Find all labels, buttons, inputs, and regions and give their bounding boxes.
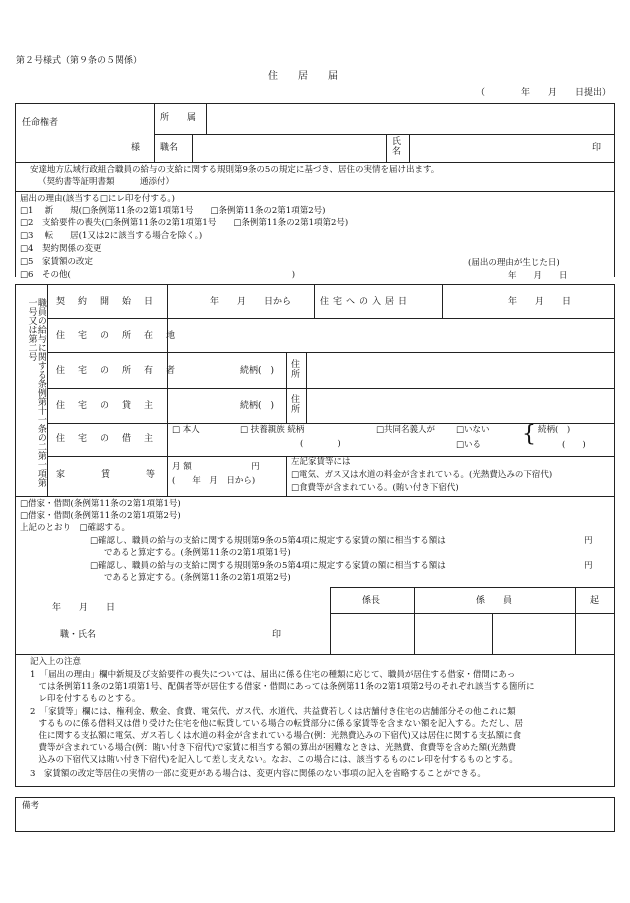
reason-item[interactable]: □3 転 居(1又は2に該当する場合を除く。) — [20, 231, 203, 241]
borrower-label: 住 宅 の 借 主 — [56, 434, 156, 444]
owner-label: 住 宅 の 所 有 者 — [56, 366, 178, 376]
confirm-yen: 円 — [584, 536, 593, 546]
move-in-label: 住宅への入居日 — [320, 297, 412, 307]
confirm-name-label: 職・氏名 — [60, 630, 97, 640]
note-2: 込みの下宿代又は賄い付き下宿代)を記入して差し支えない。なお、この場合には、該当するものにレ印を付するものとする。 — [30, 755, 518, 765]
reason-item[interactable]: □4 契約関係の変更 — [20, 244, 102, 254]
reason-date-label: (届出の理由が生じた日) — [468, 258, 560, 268]
sama-label: 様 — [131, 143, 141, 153]
form-number: 第２号様式（第９条の５関係） — [16, 56, 143, 66]
rent-label: 家 賃 等 — [56, 470, 156, 480]
brace-icon: { — [522, 422, 536, 447]
note-1: ては条例第11条の2第1項第1号、配偶者等が居住する借家・借間にあっては条例第11条の2第1項第2号のそれぞれ該当する箇所に — [30, 682, 535, 692]
contract-start-date[interactable]: 年 月 日から — [210, 297, 292, 307]
approval-chief-label: 係長 — [362, 596, 381, 606]
confirm-yen: 円 — [584, 561, 593, 571]
confirm-line[interactable]: □借家・借間(条例第11条の2第1項第2号) — [20, 511, 181, 521]
submission-date-line: （ 年 月 日提出） — [476, 88, 612, 98]
owner-address-label: 住 所 — [291, 360, 301, 381]
notes-heading: 記入上の注意 — [30, 657, 82, 667]
lender-label: 住 宅 の 貸 主 — [56, 401, 156, 411]
reason-item[interactable]: □1 新 規(□条例第11条の2第1項第1号 □条例第11条の2第1項第2号) — [20, 206, 326, 216]
reason-item[interactable]: □6 その他( ) — [20, 270, 296, 280]
page-title: 住 居 届 — [268, 71, 338, 82]
appointer-label: 任命権者 — [22, 118, 59, 128]
job-title-field[interactable] — [193, 135, 385, 161]
reason-item[interactable]: □2 支給要件の喪失(□条例第11条の2第1項第1号 □条例第11条の2第1項第2号) — [20, 218, 349, 228]
joint-relation-paren[interactable]: ( ) — [562, 440, 586, 450]
remarks-field[interactable] — [60, 798, 612, 830]
seal-mark: 印 — [592, 143, 602, 153]
reason-item[interactable]: □5 家賃額の改定 — [20, 257, 93, 267]
joint-none-checkbox[interactable]: □いない — [456, 425, 490, 435]
note-2: 2 「家賃等」欄には、権利金、敷金、食費、電気代、ガス代、水道代、共益費若しくは店舗付き住宅の店舗部分その他これに類 — [30, 707, 516, 717]
borrower-dependent-checkbox[interactable]: □ 扶養親族 続柄 — [240, 425, 305, 435]
name-label: 氏 名 — [392, 137, 402, 158]
confirm-line[interactable]: □借家・借間(条例第11条の2第1項第1号) — [20, 499, 181, 509]
lender-address-label: 住 所 — [291, 395, 301, 416]
confirm-line[interactable]: 上記のとおり □確認する。 — [20, 523, 131, 533]
move-in-date[interactable]: 年 月 日 — [508, 297, 572, 307]
reason-date[interactable]: 年 月 日 — [508, 271, 568, 281]
affiliation-label: 所 属 — [160, 113, 197, 123]
lender-relation[interactable]: 続柄( ) — [240, 401, 275, 411]
confirm-seal-mark: 印 — [272, 630, 282, 640]
ordinance-side-label: 職員の給与に関する条例第十一条の二第一項第一号又は第二号 — [26, 298, 46, 487]
borrower-self-checkbox[interactable]: □ 本人 — [172, 425, 200, 435]
joint-owner-label: □共同名義人が — [376, 425, 436, 435]
intro-statement: 安達地方広域行政組合職員の給与の支給に関する規則第9条の5の規定に基づき、居住の実情を届け出ます。 — [30, 165, 440, 175]
confirm-line: であると算定する。(条例第11条の2第1項第2号) — [104, 573, 291, 583]
affiliation-field[interactable] — [207, 104, 613, 133]
food-checkbox[interactable]: □食費等が含まれている。(賄い付き下宿代) — [291, 483, 459, 493]
confirm-date[interactable]: 年 月 日 — [52, 603, 116, 613]
rent-note: 左記家賃等には — [291, 457, 351, 467]
note-3: 3 家賃額の改定等居住の実情の一部に変更がある場合は、変更内容に関係のない事項の記入を省略することができる。 — [30, 769, 486, 779]
confirm-line: であると算定する。(条例第11条の2第1項第1号) — [104, 548, 291, 558]
approval-draft-label: 起 — [590, 596, 600, 606]
reason-heading: 届出の理由(該当する□にレ印を付する。) — [20, 194, 175, 204]
note-2: 費等が含まれている場合(例：賄い付き下宿代)で家賃に相当する額の算出が困難なときは、光熱費、食費等を含めた額(光熱費 — [30, 743, 516, 753]
rent-monthly-from[interactable]: ( 年 月 日から) — [172, 476, 256, 486]
utility-checkbox[interactable]: □電気、ガス又は水道の料金が含まれている。(光熱費込みの下宿代) — [291, 470, 553, 480]
note-2: するものに係る借料又は借り受けた住宅を他に転貸している場合の転貸部分に係る家賃等を含まない額を記入する。ただし、居 — [30, 719, 524, 729]
contract-start-label: 契 約 開 始 日 — [56, 297, 156, 307]
approval-staff-label: 係 員 — [476, 596, 513, 606]
dependent-relation-paren[interactable]: ( ) — [300, 439, 341, 449]
owner-relation[interactable]: 続柄( ) — [240, 366, 275, 376]
note-1: 1 「届出の理由」欄中新規及び支給要件の喪失については、届出に係る住宅の種類に応じて、職員が居住する借家・借間にあっ — [30, 670, 516, 680]
rent-monthly[interactable]: 月 額 円 — [172, 462, 260, 472]
joint-exists-checkbox[interactable]: □いる — [456, 440, 482, 450]
attachment-count: （契約書等証明書類 通添付） — [38, 177, 175, 187]
name-field[interactable] — [410, 135, 580, 161]
remarks-label: 備考 — [22, 801, 40, 811]
confirm-line[interactable]: □確認し、職員の給与の支給に関する規則第9条の5第4項に規定する家賃の額に相当する額は — [90, 536, 446, 546]
note-2: 住に関する支払額に電気、ガス若しくは水道の料金が含まれている場合(例：光熱費込みの下宿代)又は居住に関する支払額に食 — [30, 731, 522, 741]
note-1: レ印を付するものとする。 — [30, 694, 141, 704]
job-title-label: 職名 — [160, 143, 179, 153]
joint-relation[interactable]: 続柄( ) — [538, 425, 571, 435]
address-field[interactable] — [168, 319, 613, 351]
address-label: 住 宅 の 所 在 地 — [56, 331, 178, 341]
confirm-line[interactable]: □確認し、職員の給与の支給に関する規則第9条の5第4項に規定する家賃の額に相当する額は — [90, 561, 446, 571]
